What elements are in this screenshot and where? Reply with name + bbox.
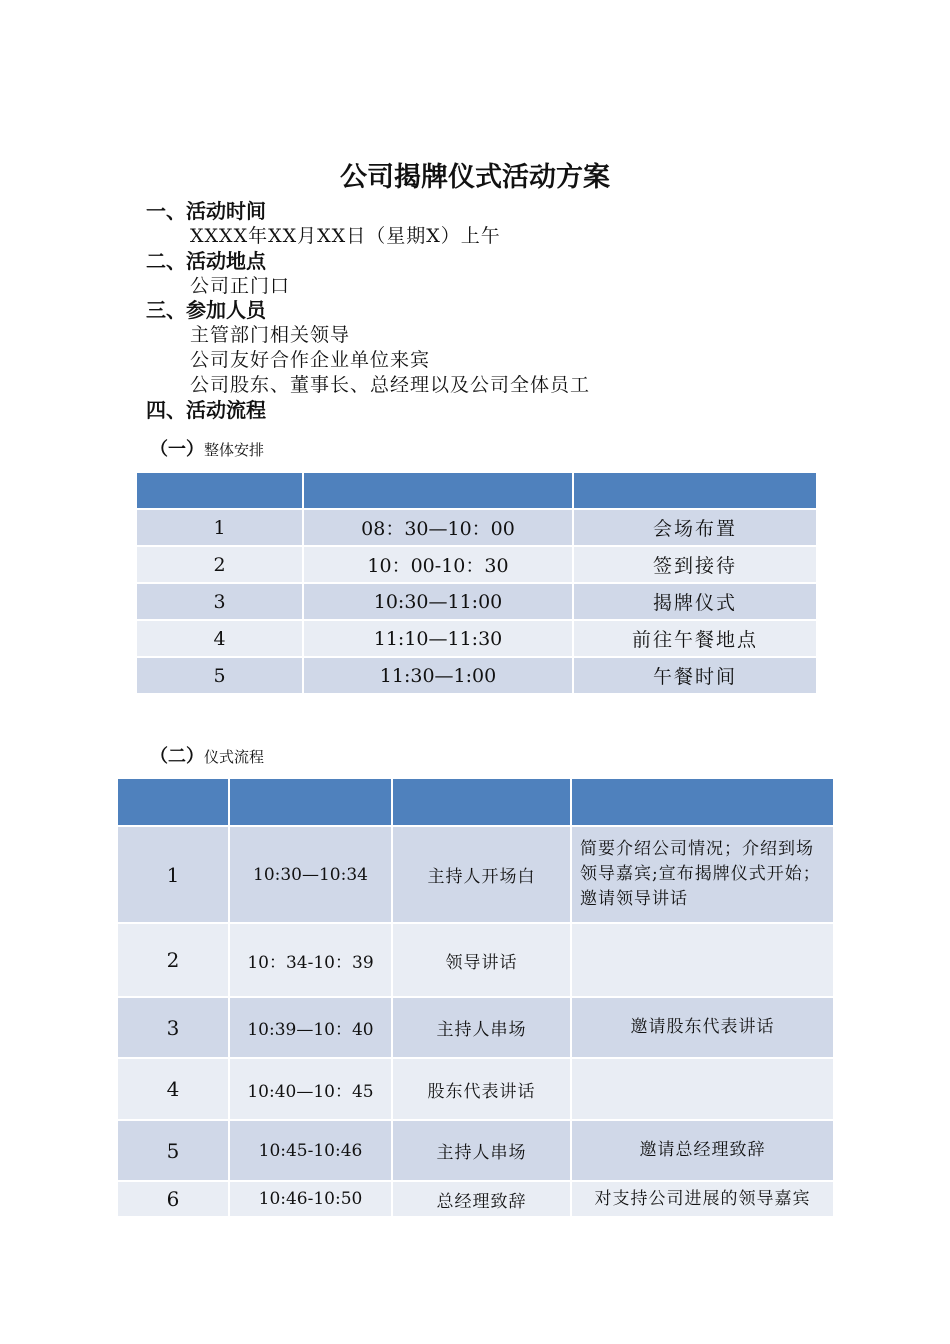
table-row <box>117 1058 834 1120</box>
row-item: 主持人串场 <box>392 1120 571 1181</box>
row-note: 邀请股东代表讲话 <box>571 997 834 1058</box>
attendee-line: 公司友好合作企业单位来宾 <box>190 349 431 371</box>
row-number: 4 <box>117 1058 229 1120</box>
row-number: 5 <box>117 1120 229 1181</box>
row-time: 11:10—11:30 <box>303 620 573 657</box>
row-number: 2 <box>136 546 303 583</box>
row-time: 10:30—11:00 <box>303 583 573 620</box>
row-note: 邀请总经理致辞 <box>571 1120 834 1181</box>
ceremony-table <box>116 777 835 1218</box>
row-time: 08：30—10：00 <box>303 509 573 546</box>
row-number: 5 <box>136 657 303 694</box>
row-note <box>571 1058 834 1120</box>
table-row <box>117 997 834 1058</box>
row-number: 6 <box>117 1181 229 1217</box>
table-row <box>117 1181 834 1217</box>
row-item: 领导讲话 <box>392 923 571 997</box>
table-row <box>136 546 817 583</box>
row-item: 签到接待 <box>573 546 817 583</box>
row-time: 10:46-10:50 <box>229 1181 392 1217</box>
row-time: 10:40—10：45 <box>229 1058 392 1120</box>
row-item: 股东代表讲话 <box>392 1058 571 1120</box>
row-number: 1 <box>117 826 229 923</box>
row-time: 10:45-10:46 <box>229 1120 392 1181</box>
table-row <box>117 1120 834 1181</box>
row-item: 主持人开场白 <box>392 826 571 923</box>
row-number: 2 <box>117 923 229 997</box>
header-cell <box>303 472 573 509</box>
table-row <box>117 923 834 997</box>
attendee-line: 公司股东、董事长、总经理以及公司全体员工 <box>190 374 591 396</box>
row-item: 前往午餐地点 <box>573 620 817 657</box>
table-row <box>136 620 817 657</box>
section-heading-location: 二、活动地点 <box>146 249 266 273</box>
row-note <box>571 923 834 997</box>
table-row <box>136 657 817 694</box>
attendee-line: 主管部门相关领导 <box>190 324 351 346</box>
row-time: 10:39—10：40 <box>229 997 392 1058</box>
subheading-label: 整体安排 <box>204 441 265 459</box>
row-item: 会场布置 <box>573 509 817 546</box>
row-note: 简要介绍公司情况；介绍到场领导嘉宾;宣布揭牌仪式开始；邀请领导讲话 <box>571 826 834 923</box>
row-time: 10：34-10：39 <box>229 923 392 997</box>
subheading-number: （二） <box>150 746 204 767</box>
section-heading-attendees: 三、参加人员 <box>146 298 266 322</box>
row-number: 3 <box>136 583 303 620</box>
subheading-number: （一） <box>150 439 204 460</box>
row-item: 总经理致辞 <box>392 1181 571 1217</box>
table-row <box>136 509 817 546</box>
row-item: 午餐时间 <box>573 657 817 694</box>
row-item: 主持人串场 <box>392 997 571 1058</box>
row-number: 4 <box>136 620 303 657</box>
subheading-schedule <box>150 435 264 461</box>
section-heading-process: 四、活动流程 <box>146 398 266 422</box>
header-cell <box>573 472 817 509</box>
header-cell <box>392 778 571 826</box>
section-heading-time: 一、活动时间 <box>146 199 266 223</box>
row-time: 11:30—1:00 <box>303 657 573 694</box>
row-number: 1 <box>136 509 303 546</box>
event-time: XXXX年XX月XX日（星期X）上午 <box>190 225 501 247</box>
row-item: 揭牌仪式 <box>573 583 817 620</box>
row-note: 对支持公司进展的领导嘉宾 <box>571 1181 834 1217</box>
page-title: 公司揭牌仪式活动方案 <box>340 162 610 193</box>
table-header-row <box>136 472 817 509</box>
row-number: 3 <box>117 997 229 1058</box>
subheading-label: 仪式流程 <box>204 748 265 766</box>
table-header-row <box>117 778 834 826</box>
table-row <box>117 826 834 923</box>
header-cell <box>136 472 303 509</box>
header-cell <box>229 778 392 826</box>
event-location: 公司正门口 <box>190 275 291 297</box>
row-time: 10:30—10:34 <box>229 826 392 923</box>
subheading-ceremony <box>150 742 264 768</box>
row-time: 10：00-10：30 <box>303 546 573 583</box>
schedule-table <box>135 471 818 695</box>
table-row <box>136 583 817 620</box>
header-cell <box>117 778 229 826</box>
header-cell <box>571 778 834 826</box>
